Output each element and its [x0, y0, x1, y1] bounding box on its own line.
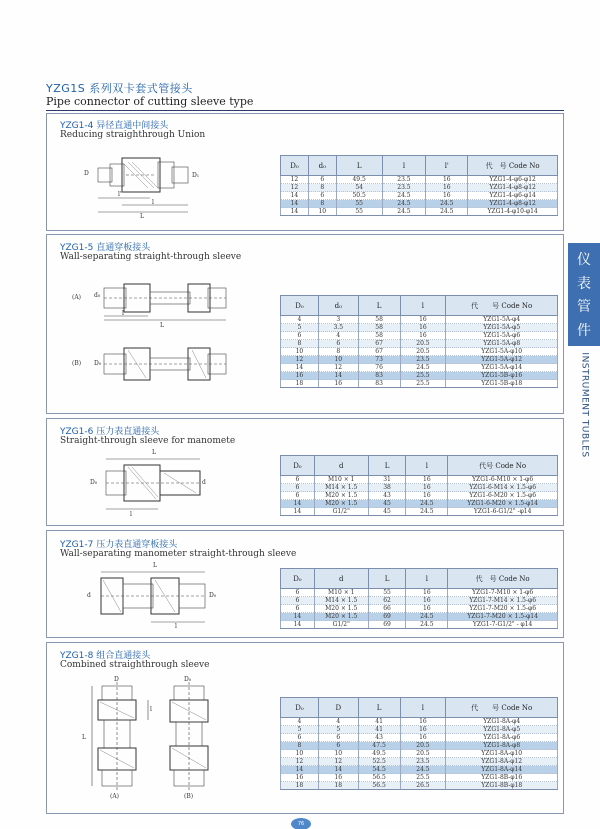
- table-cell: 12: [318, 364, 358, 372]
- table-cell: 6: [281, 332, 319, 340]
- table-cell: 24.5: [400, 766, 446, 774]
- section-title-en: Reducing straighthrough Union: [60, 130, 206, 140]
- label-l: l: [150, 706, 152, 713]
- table-cell: YZG1-5A-φ6: [446, 332, 558, 340]
- table-cell: 14: [281, 192, 309, 200]
- table-row: [281, 176, 558, 184]
- table-row: [281, 316, 558, 324]
- label-d: D: [84, 170, 89, 177]
- col-header: l: [406, 569, 448, 589]
- table-cell: 12: [281, 758, 319, 766]
- table-cell: 23.5: [382, 184, 426, 192]
- side-category-tab: [568, 243, 600, 346]
- label-D0: D₀: [94, 360, 102, 367]
- label-D: D: [114, 676, 119, 683]
- table-cell: 6: [281, 492, 315, 500]
- table-cell: 56.5: [358, 774, 400, 782]
- table-cell: 6: [281, 605, 315, 613]
- table-cell: 24.5: [382, 208, 426, 216]
- table-cell: 16: [400, 718, 446, 726]
- table-cell: 52.5: [358, 758, 400, 766]
- table-cell: 16: [406, 484, 448, 492]
- table-cell: 6: [318, 742, 358, 750]
- table-cell: 58: [358, 316, 400, 324]
- table-cell: 24.5: [426, 208, 468, 216]
- table-cell: 16: [406, 476, 448, 484]
- table-cell: 25.5: [400, 380, 446, 388]
- table-yzg1-8: [280, 697, 558, 790]
- table-cell: 5: [318, 726, 358, 734]
- table-cell: 66: [368, 605, 406, 613]
- table-cell: 16: [400, 324, 446, 332]
- col-header: L: [336, 156, 382, 176]
- table-cell: 12: [281, 184, 309, 192]
- table-cell: 41: [358, 718, 400, 726]
- table-row: [281, 750, 558, 758]
- table-cell: 16: [400, 316, 446, 324]
- table-cell: 16: [400, 332, 446, 340]
- table-cell: YZG1-8A-φ10: [446, 750, 558, 758]
- table-cell: 6: [281, 734, 319, 742]
- table-cell: 14: [281, 364, 319, 372]
- col-header: l: [400, 296, 446, 316]
- table-cell: M10 × 1: [314, 476, 368, 484]
- side-tab-char: 管: [577, 299, 591, 316]
- table-cell: 16: [281, 372, 319, 380]
- table-cell: 4: [281, 718, 319, 726]
- table-cell: 16: [281, 774, 319, 782]
- label-D0: D₀: [90, 479, 98, 486]
- table-cell: 14: [281, 508, 315, 516]
- table-cell: 16: [400, 734, 446, 742]
- label-variant-b: (B): [184, 793, 194, 800]
- label-L: L: [140, 213, 144, 220]
- table-cell: YZG1-6-M20 × 1.5-φ6: [448, 492, 558, 500]
- table-row: [281, 742, 558, 750]
- col-header: L: [358, 296, 400, 316]
- side-category-label: [570, 350, 600, 460]
- label-L: L: [153, 562, 157, 569]
- table-cell: 23.5: [382, 176, 426, 184]
- col-header: l: [400, 698, 446, 718]
- drawing-combined-sleeve: [82, 676, 218, 802]
- table-cell: 16: [406, 589, 448, 597]
- table-cell: YZG1-7-M10 × 1-φ6: [448, 589, 558, 597]
- table-cell: 25.5: [400, 774, 446, 782]
- table-cell: 24.5: [406, 500, 448, 508]
- table-cell: 31: [368, 476, 406, 484]
- table-cell: 38: [368, 484, 406, 492]
- table-cell: YZG1-6-M10 × 1-φ6: [448, 476, 558, 484]
- col-header: D: [318, 698, 358, 718]
- table-row: [281, 348, 558, 356]
- drawing-reducing-union: [84, 150, 200, 220]
- col-header: 代 号 Code No: [448, 569, 558, 589]
- table-cell: 14: [318, 372, 358, 380]
- table-row: [281, 340, 558, 348]
- table-cell: 6: [308, 192, 336, 200]
- table-cell: 54.5: [358, 766, 400, 774]
- section-title-en: Combined straighthrough sleeve: [60, 660, 210, 670]
- table-cell: YZG1-7-M20 × 1.5-φ14: [448, 613, 558, 621]
- table-cell: 4: [281, 316, 319, 324]
- label-l: l: [130, 511, 132, 518]
- table-cell: YZG1-5A-φ12: [446, 356, 558, 364]
- table-cell: M20 × 1.5: [314, 613, 368, 621]
- col-header: d: [314, 569, 368, 589]
- table-cell: 54: [336, 184, 382, 192]
- table-cell: 20.5: [400, 348, 446, 356]
- side-category-text: INSTRUMENT TUBLES: [580, 352, 590, 458]
- table-cell: 45: [368, 508, 406, 516]
- table-cell: 14: [281, 200, 309, 208]
- col-header: 代 号 Code No: [446, 296, 558, 316]
- table-cell: 24.5: [406, 613, 448, 621]
- section-title-cn: YZG1-8 组合直通接头: [60, 651, 151, 661]
- table-cell: 6: [281, 476, 315, 484]
- table-cell: M20 × 1.5: [314, 500, 368, 508]
- page-title-cn: YZG1S 系列双卡套式管接头: [46, 82, 193, 95]
- table-cell: 10: [308, 208, 336, 216]
- label-d: d: [87, 592, 91, 599]
- table-cell: 83: [358, 372, 400, 380]
- table-cell: 10: [281, 348, 319, 356]
- table-cell: 14: [281, 613, 315, 621]
- table-cell: 12: [281, 356, 319, 364]
- table-cell: 6: [281, 484, 315, 492]
- table-cell: 5: [281, 726, 319, 734]
- table-cell: 67: [358, 348, 400, 356]
- section-title-cn: YZG1-4 异径直通中间接头: [60, 121, 169, 131]
- table-row: [281, 726, 558, 734]
- col-header: l: [382, 156, 426, 176]
- table-cell: YZG1-4-φ10-φ14: [468, 208, 558, 216]
- table-cell: YZG1-8A-φ5: [446, 726, 558, 734]
- table-cell: 8: [281, 742, 319, 750]
- drawing-wall-separating-union: [72, 270, 232, 400]
- table-cell: 50.5: [336, 192, 382, 200]
- title-rule: [46, 110, 564, 111]
- table-cell: 24.5: [382, 200, 426, 208]
- table-cell: 23.5: [400, 758, 446, 766]
- table-cell: YZG1-5B-φ18: [446, 380, 558, 388]
- table-cell: 58: [358, 324, 400, 332]
- label-L: L: [160, 322, 164, 329]
- drawing-manometer-sleeve: [90, 449, 210, 520]
- col-header: L: [358, 698, 400, 718]
- table-cell: 20.5: [400, 340, 446, 348]
- table-row: [281, 324, 558, 332]
- table-cell: 6: [308, 176, 336, 184]
- table-row: [281, 200, 558, 208]
- table-cell: 69: [368, 613, 406, 621]
- table-yzg1-7: [280, 568, 558, 629]
- table-row: [281, 500, 558, 508]
- section-title-en: Wall-separating manometer straight-through sleeve: [60, 549, 297, 559]
- table-cell: M14 × 1.5: [314, 597, 368, 605]
- table-cell: 20.5: [400, 742, 446, 750]
- table-cell: YZG1-8A-φ8: [446, 742, 558, 750]
- table-cell: 6: [281, 597, 315, 605]
- section-title-cn: YZG1-5 直通穿板接头: [60, 243, 151, 253]
- col-header: d₀: [318, 296, 358, 316]
- page-title-en: Pipe connector of cutting sleeve type: [46, 95, 254, 108]
- table-cell: 6: [281, 589, 315, 597]
- table-row: [281, 605, 558, 613]
- table-cell: YZG1-4-φ6-φ12: [468, 176, 558, 184]
- table-cell: 16: [426, 184, 468, 192]
- table-cell: YZG1-8A-φ6: [446, 734, 558, 742]
- label-L: L: [152, 449, 156, 456]
- table-cell: 14: [281, 766, 319, 774]
- side-tab-char: 仪: [577, 251, 591, 268]
- table-cell: 6: [318, 340, 358, 348]
- table-cell: YZG1-7-G1/2" - φ14: [448, 621, 558, 629]
- table-cell: 49.5: [336, 176, 382, 184]
- table-cell: 76: [358, 364, 400, 372]
- table-cell: 24.5: [406, 621, 448, 629]
- table-cell: 24.5: [406, 508, 448, 516]
- table-yzg1-4: [280, 155, 558, 216]
- table-cell: 14: [318, 766, 358, 774]
- table-row: [281, 508, 558, 516]
- table-cell: 45: [368, 500, 406, 508]
- table-cell: 16: [406, 597, 448, 605]
- table-cell: YZG1-6-M14 × 1.5-φ6: [448, 484, 558, 492]
- table-cell: 8: [318, 348, 358, 356]
- table-row: [281, 380, 558, 388]
- table-cell: 73: [358, 356, 400, 364]
- table-row: [281, 208, 558, 216]
- drawing-wall-separating-manometer: [87, 562, 225, 630]
- table-cell: 49.5: [358, 750, 400, 758]
- label-l: l: [122, 310, 124, 317]
- table-cell: YZG1-6-G1/2" -φ14: [448, 508, 558, 516]
- label-D0: D₀: [209, 592, 217, 599]
- table-cell: 8: [281, 340, 319, 348]
- table-cell: 23.5: [400, 356, 446, 364]
- col-header: d₀: [308, 156, 336, 176]
- table-cell: M14 × 1.5: [314, 484, 368, 492]
- table-cell: 3.5: [318, 324, 358, 332]
- table-row: [281, 184, 558, 192]
- table-row: [281, 718, 558, 726]
- col-header: 代 号 Code No: [446, 698, 558, 718]
- table-row: [281, 589, 558, 597]
- section-title-cn: YZG1-7 压力表直通穿板接头: [60, 540, 178, 550]
- label-variant-b: (B): [72, 360, 82, 367]
- table-cell: G1/2": [314, 508, 368, 516]
- col-header: D₀: [281, 698, 319, 718]
- section-title-en: Straight-through sleeve for manomete: [60, 436, 236, 446]
- table-cell: 58: [358, 332, 400, 340]
- table-cell: YZG1-7-M20 × 1.5-φ6: [448, 605, 558, 613]
- label-l: l: [152, 199, 154, 206]
- table-cell: 20.5: [400, 750, 446, 758]
- table-cell: YZG1-8A-φ4: [446, 718, 558, 726]
- table-row: [281, 356, 558, 364]
- table-row: [281, 766, 558, 774]
- table-cell: YZG1-7-M14 × 1.5-φ6: [448, 597, 558, 605]
- table-row: [281, 597, 558, 605]
- label-variant-a: (A): [110, 793, 120, 800]
- table-row: [281, 332, 558, 340]
- col-header: 代 号 Code No: [468, 156, 558, 176]
- side-tab-char: 件: [577, 323, 591, 340]
- table-cell: 5: [281, 324, 319, 332]
- table-cell: 16: [406, 492, 448, 500]
- label-variant-a: (A): [72, 294, 82, 301]
- table-row: [281, 372, 558, 380]
- table-row: [281, 734, 558, 742]
- table-cell: M20 × 1.5: [314, 605, 368, 613]
- table-row: [281, 782, 558, 790]
- table-cell: 83: [358, 380, 400, 388]
- table-cell: 47.5: [358, 742, 400, 750]
- table-cell: 10: [318, 750, 358, 758]
- table-cell: 8: [308, 200, 336, 208]
- table-cell: 16: [426, 192, 468, 200]
- table-cell: 56.5: [358, 782, 400, 790]
- table-cell: YZG1-8A-φ14: [446, 766, 558, 774]
- table-cell: G1/2": [314, 621, 368, 629]
- table-cell: 69: [368, 621, 406, 629]
- table-cell: YZG1-5A-φ5: [446, 324, 558, 332]
- table-cell: 55: [336, 208, 382, 216]
- label-d0: d₀: [94, 292, 101, 299]
- label-d1: D₁: [192, 172, 200, 179]
- table-row: [281, 774, 558, 782]
- table-cell: 55: [368, 589, 406, 597]
- table-cell: 4: [318, 332, 358, 340]
- table-cell: 24.5: [382, 192, 426, 200]
- table-cell: 43: [368, 492, 406, 500]
- table-cell: YZG1-5A-φ10: [446, 348, 558, 356]
- col-header: D₀: [281, 296, 319, 316]
- table-row: [281, 758, 558, 766]
- table-row: [281, 621, 558, 629]
- table-cell: YZG1-4-φ8-φ12: [468, 184, 558, 192]
- table-cell: 55: [336, 200, 382, 208]
- table-cell: 10: [318, 356, 358, 364]
- table-row: [281, 192, 558, 200]
- col-header: D₀: [281, 456, 315, 476]
- table-cell: YZG1-5A-φ14: [446, 364, 558, 372]
- table-cell: 6: [318, 734, 358, 742]
- table-cell: M20 × 1.5: [314, 492, 368, 500]
- table-cell: YZG1-5A-φ8: [446, 340, 558, 348]
- table-cell: 18: [281, 380, 319, 388]
- col-header: L: [368, 569, 406, 589]
- col-header: d: [314, 456, 368, 476]
- table-cell: 10: [281, 750, 319, 758]
- table-row: [281, 476, 558, 484]
- table-cell: 18: [281, 782, 319, 790]
- table-cell: 8: [308, 184, 336, 192]
- table-cell: 14: [281, 621, 315, 629]
- col-header: l': [426, 156, 468, 176]
- table-yzg1-6: [280, 455, 558, 516]
- table-cell: YZG1-4-φ6-φ14: [468, 192, 558, 200]
- col-header: 代号 Code No: [448, 456, 558, 476]
- table-cell: 14: [281, 500, 315, 508]
- table-yzg1-5: [280, 295, 558, 388]
- table-cell: 16: [318, 774, 358, 782]
- table-cell: 41: [358, 726, 400, 734]
- table-row: [281, 613, 558, 621]
- table-cell: 24.5: [400, 364, 446, 372]
- table-cell: 16: [406, 605, 448, 613]
- table-cell: 16: [318, 380, 358, 388]
- table-cell: 16: [426, 176, 468, 184]
- table-cell: 12: [318, 758, 358, 766]
- label-l-prime: l': [118, 191, 122, 198]
- table-cell: 62: [368, 597, 406, 605]
- table-row: [281, 364, 558, 372]
- label-d: d: [202, 479, 206, 486]
- table-row: [281, 492, 558, 500]
- label-D0: D₀: [184, 676, 192, 683]
- table-cell: YZG1-8A-φ12: [446, 758, 558, 766]
- table-cell: 3: [318, 316, 358, 324]
- table-cell: 67: [358, 340, 400, 348]
- table-cell: 14: [281, 208, 309, 216]
- col-header: D₀: [281, 156, 309, 176]
- section-title-en: Wall-separating straight-through sleeve: [60, 252, 242, 262]
- table-cell: YZG1-8B-φ18: [446, 782, 558, 790]
- table-cell: 12: [281, 176, 309, 184]
- table-cell: 16: [400, 726, 446, 734]
- table-cell: M10 × 1: [314, 589, 368, 597]
- table-cell: 26.5: [400, 782, 446, 790]
- table-cell: 4: [318, 718, 358, 726]
- col-header: D₀: [281, 569, 315, 589]
- table-cell: 18: [318, 782, 358, 790]
- table-cell: YZG1-6-M20 × 1.5-φ14: [448, 500, 558, 508]
- table-cell: YZG1-5A-φ4: [446, 316, 558, 324]
- table-cell: 24.5: [426, 200, 468, 208]
- table-cell: 43: [358, 734, 400, 742]
- table-cell: YZG1-8B-φ16: [446, 774, 558, 782]
- table-cell: YZG1-5B-φ16: [446, 372, 558, 380]
- col-header: l: [406, 456, 448, 476]
- label-l: l: [175, 623, 177, 630]
- table-cell: 25.5: [400, 372, 446, 380]
- section-title-cn: YZG1-6 压力表直通接头: [60, 427, 160, 437]
- side-tab-char: 表: [577, 275, 591, 292]
- table-cell: YZG1-4-φ8-φ12: [468, 200, 558, 208]
- table-row: [281, 484, 558, 492]
- label-L: L: [82, 734, 86, 741]
- col-header: L: [368, 456, 406, 476]
- page-number: 76: [291, 818, 311, 829]
